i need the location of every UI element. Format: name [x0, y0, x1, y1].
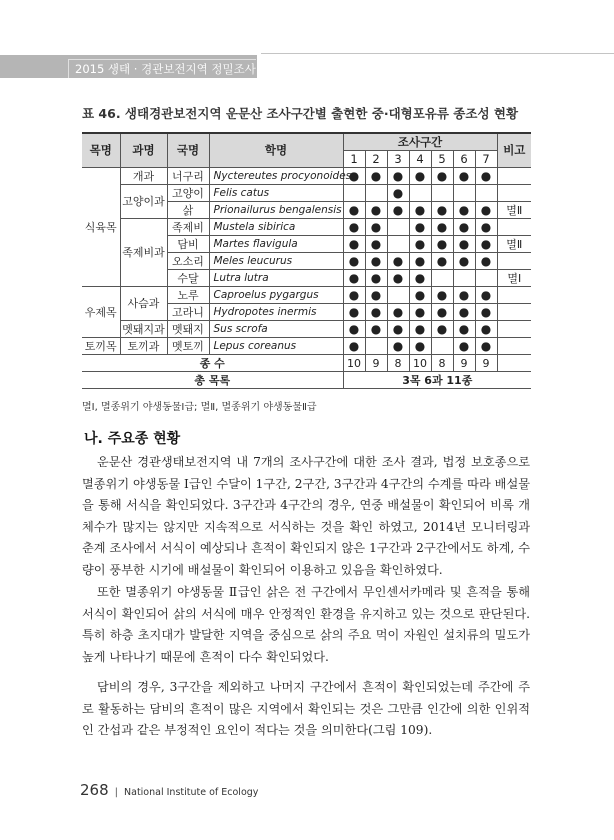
presence-empty: [475, 185, 497, 202]
presence-dot: ●: [453, 219, 475, 236]
presence-dot: ●: [409, 270, 431, 287]
table-row: [82, 321, 531, 338]
presence-dot: ●: [387, 202, 409, 219]
scientific-name-cell: Hydropotes inermis: [209, 304, 343, 321]
presence-dot: ●: [475, 236, 497, 253]
presence-dot: ●: [475, 219, 497, 236]
table-row: [82, 168, 531, 185]
presence-dot: ●: [453, 287, 475, 304]
header-order: 목명: [82, 133, 120, 168]
presence-dot: ●: [343, 202, 365, 219]
presence-dot: ●: [387, 304, 409, 321]
presence-dot: ●: [343, 304, 365, 321]
presence-dot: ●: [453, 236, 475, 253]
presence-empty: [387, 287, 409, 304]
order-cell: 토끼목: [82, 338, 120, 355]
presence-dot: ●: [453, 168, 475, 185]
remark-cell: [497, 253, 531, 270]
presence-dot: ●: [431, 321, 453, 338]
order-cell: 우제목: [82, 287, 120, 338]
section-number-3: 3: [387, 151, 409, 168]
remark-cell: [497, 219, 531, 236]
presence-dot: ●: [453, 202, 475, 219]
presence-dot: ●: [409, 219, 431, 236]
presence-empty: [431, 185, 453, 202]
species-count-value: 9: [453, 355, 475, 372]
table-caption: 표 46. 생태경관보전지역 운문산 조사구간별 출현한 중·대형포유류 종조성 현황: [82, 106, 519, 121]
presence-empty: [365, 185, 387, 202]
presence-dot: ●: [431, 236, 453, 253]
presence-dot: ●: [387, 321, 409, 338]
presence-dot: ●: [453, 253, 475, 270]
paragraph-2: 또한 멸종위기 야생동물 Ⅱ급인 삵은 전 구간에서 무인센서카메라 및 흔적을 통해 서식이 확인되어 삵의 서식에 매우 안정적인 환경을 유지하고 있는 것으로 판단된다. 특히 하층 초지대가 발달한 지역을 중심으로 삵의 주요 먹이 자원인 설치류의 밀도가 높게 나타나기 때문에 흔적이 다수 확인되었다.: [82, 585, 530, 664]
presence-dot: ●: [343, 321, 365, 338]
presence-dot: ●: [453, 304, 475, 321]
scientific-name-cell: Prionailurus bengalensis: [209, 202, 343, 219]
presence-dot: ●: [365, 202, 387, 219]
presence-dot: ●: [387, 253, 409, 270]
scientific-name-cell: Lepus coreanus: [209, 338, 343, 355]
korean-name-cell: 족제비: [167, 219, 209, 236]
table-footnote: 멸Ⅰ, 멸종위기 야생동물Ⅰ급; 멸Ⅱ, 멸종위기 야생동물Ⅱ급: [82, 402, 317, 413]
presence-dot: ●: [343, 253, 365, 270]
presence-dot: ●: [365, 270, 387, 287]
scientific-name-cell: Meles leucurus: [209, 253, 343, 270]
species-count-value: 8: [387, 355, 409, 372]
presence-empty: [343, 185, 365, 202]
family-cell: 개과: [120, 168, 167, 185]
species-count-remark-empty: [497, 355, 531, 372]
table-row: [82, 338, 531, 355]
presence-empty: [387, 236, 409, 253]
presence-dot: ●: [431, 202, 453, 219]
presence-dot: ●: [409, 168, 431, 185]
species-count-value: 10: [343, 355, 365, 372]
paragraph-1: 운문산 경관생태보전지역 내 7개의 조사구간에 대한 조사 결과, 법정 보호종으로 멸종위기 야생동물 Ⅰ급인 수달이 1구간, 2구간, 3구간과 4구간의 수계를 따라 배설물을 통해 서식을 확인되었다. 3구간과 4구간의 경우, 연중 배설물이 확인되어 비록 개체수가 많지는 않지만 지속적으로 서식하는 것을 확인 하였고, 2014년 모니터링과 춘계 조사에서 서식이 예상되나 흔적이 확인되지 않은 1구간과 2구간에서도 하계, 수량이 풍부한 시기에 배설물이 확인되어 이용하고 있음을 확인하였다.: [82, 455, 530, 577]
species-count-row: [82, 355, 531, 372]
presence-dot: ●: [343, 338, 365, 355]
scientific-name-cell: Sus scrofa: [209, 321, 343, 338]
section-number-4: 4: [409, 151, 431, 168]
section-number-2: 2: [365, 151, 387, 168]
scientific-name-cell: Felis catus: [209, 185, 343, 202]
remark-cell: [497, 168, 531, 185]
table-row: [82, 219, 531, 236]
species-count-value: 8: [431, 355, 453, 372]
presence-dot: ●: [475, 202, 497, 219]
presence-dot: ●: [409, 236, 431, 253]
order-cell: 식육목: [82, 168, 120, 287]
presence-dot: ●: [475, 304, 497, 321]
presence-dot: ●: [343, 236, 365, 253]
family-cell: 토끼과: [120, 338, 167, 355]
presence-empty: [431, 270, 453, 287]
korean-name-cell: 멧돼지: [167, 321, 209, 338]
family-cell: 족제비과: [120, 219, 167, 287]
table-row: [82, 185, 531, 202]
total-label: 총 목록: [82, 372, 343, 389]
presence-dot: ●: [409, 202, 431, 219]
species-table: [82, 132, 531, 389]
presence-dot: ●: [387, 270, 409, 287]
remark-cell: 멸Ⅰ: [497, 270, 531, 287]
remark-cell: [497, 304, 531, 321]
page-number: 268: [80, 781, 109, 799]
korean-name-cell: 오소리: [167, 253, 209, 270]
presence-dot: ●: [365, 253, 387, 270]
presence-dot: ●: [387, 168, 409, 185]
section-number-5: 5: [431, 151, 453, 168]
institution-name: National Institute of Ecology: [124, 787, 259, 798]
presence-dot: ●: [475, 338, 497, 355]
remark-cell: [497, 338, 531, 355]
scientific-name-cell: Nyctereutes procyonoides: [209, 168, 343, 185]
presence-dot: ●: [475, 321, 497, 338]
presence-dot: ●: [475, 253, 497, 270]
presence-dot: ●: [475, 168, 497, 185]
presence-dot: ●: [409, 287, 431, 304]
presence-empty: [409, 185, 431, 202]
presence-dot: ●: [409, 338, 431, 355]
korean-name-cell: 노루: [167, 287, 209, 304]
remark-cell: [497, 287, 531, 304]
species-count-label: 종 수: [82, 355, 343, 372]
presence-empty: [431, 338, 453, 355]
presence-empty: [453, 185, 475, 202]
presence-dot: ●: [475, 287, 497, 304]
scientific-name-cell: Lutra lutra: [209, 270, 343, 287]
presence-dot: ●: [453, 321, 475, 338]
paragraph-3: 담비의 경우, 3구간을 제외하고 나머지 구간에서 흔적이 확인되었는데 주간에 주로 활동하는 담비의 흔적이 많은 지역에서 확인되는 것은 그만큼 인간에 의한 인위적인 간섭과 같은 부정적인 요인이 적다는 것을 의미한다(그림 109).: [82, 680, 530, 737]
header-scientific-name: 학명: [209, 133, 343, 168]
header-rule: [261, 53, 614, 54]
remark-cell: [497, 185, 531, 202]
presence-dot: ●: [343, 219, 365, 236]
section-number-7: 7: [475, 151, 497, 168]
presence-dot: ●: [365, 321, 387, 338]
footer-separator: |: [114, 787, 119, 798]
header-korean-name: 국명: [167, 133, 209, 168]
presence-dot: ●: [431, 168, 453, 185]
presence-dot: ●: [431, 253, 453, 270]
presence-dot: ●: [343, 287, 365, 304]
presence-dot: ●: [431, 304, 453, 321]
korean-name-cell: 삵: [167, 202, 209, 219]
presence-dot: ●: [365, 304, 387, 321]
presence-dot: ●: [365, 236, 387, 253]
family-cell: 고양이과: [120, 185, 167, 219]
remark-cell: [497, 321, 531, 338]
running-header: 2015 생태 · 경관보전지역 정밀조사 – 운문산: [68, 59, 256, 78]
table-row: [82, 287, 531, 304]
section-heading: 나. 주요종 현황: [84, 431, 181, 447]
section-number-6: 6: [453, 151, 475, 168]
korean-name-cell: 고양이: [167, 185, 209, 202]
header-survey-sections: 조사구간: [343, 133, 497, 151]
family-cell: 멧돼지과: [120, 321, 167, 338]
section-number-1: 1: [343, 151, 365, 168]
presence-dot: ●: [409, 253, 431, 270]
presence-dot: ●: [343, 270, 365, 287]
presence-empty: [453, 270, 475, 287]
species-count-value: 9: [475, 355, 497, 372]
presence-dot: ●: [409, 321, 431, 338]
presence-dot: ●: [365, 168, 387, 185]
presence-dot: ●: [365, 287, 387, 304]
total-row: [82, 372, 531, 389]
presence-dot: ●: [387, 185, 409, 202]
total-value: 3목 6과 11종: [343, 372, 531, 389]
scientific-name-cell: Mustela sibirica: [209, 219, 343, 236]
presence-dot: ●: [365, 219, 387, 236]
species-count-value: 10: [409, 355, 431, 372]
page-footer: [80, 780, 258, 799]
korean-name-cell: 담비: [167, 236, 209, 253]
korean-name-cell: 수달: [167, 270, 209, 287]
remark-cell: 멸Ⅱ: [497, 202, 531, 219]
header-remarks: 비고: [497, 133, 531, 168]
korean-name-cell: 멧토끼: [167, 338, 209, 355]
presence-empty: [365, 338, 387, 355]
remark-cell: 멸Ⅱ: [497, 236, 531, 253]
presence-empty: [475, 270, 497, 287]
species-count-value: 9: [365, 355, 387, 372]
presence-dot: ●: [431, 287, 453, 304]
scientific-name-cell: Caproelus pygargus: [209, 287, 343, 304]
presence-dot: ●: [409, 304, 431, 321]
scientific-name-cell: Martes flavigula: [209, 236, 343, 253]
presence-dot: ●: [453, 338, 475, 355]
presence-empty: [387, 219, 409, 236]
presence-dot: ●: [343, 168, 365, 185]
presence-dot: ●: [431, 219, 453, 236]
family-cell: 사슴과: [120, 287, 167, 321]
presence-dot: ●: [387, 338, 409, 355]
header-family: 과명: [120, 133, 167, 168]
korean-name-cell: 고라니: [167, 304, 209, 321]
korean-name-cell: 너구리: [167, 168, 209, 185]
